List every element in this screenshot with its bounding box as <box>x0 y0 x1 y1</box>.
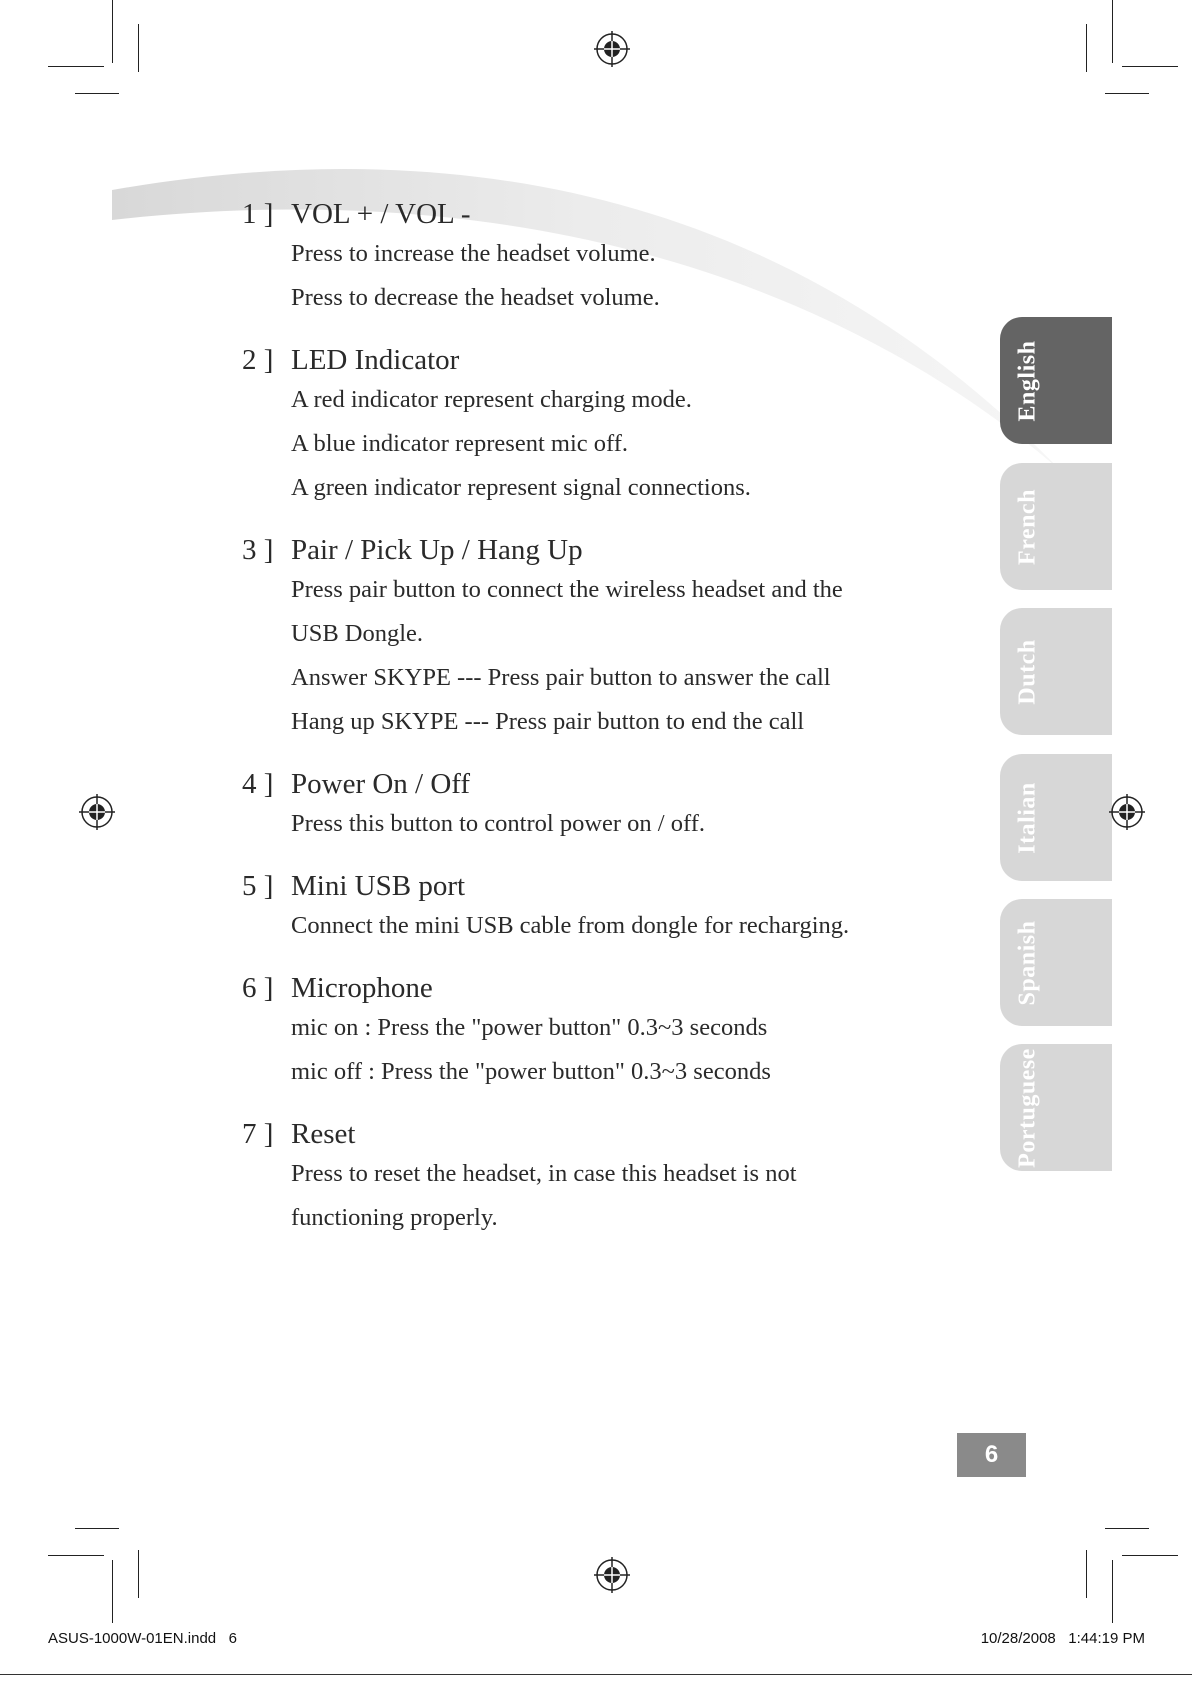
item-description: Press to reset the headset, in case this headset is not <box>291 1160 797 1187</box>
item-description: mic on : Press the "power button" 0.3~3 seconds <box>291 1014 768 1041</box>
item-title: Pair / Pick Up / Hang Up <box>291 534 583 566</box>
tab-label: Dutch <box>1014 638 1041 705</box>
list-item <box>242 766 942 846</box>
item-description: A red indicator represent charging mode. <box>291 386 692 413</box>
item-title: LED Indicator <box>291 344 460 376</box>
page-number: 6 <box>957 1433 1026 1477</box>
tab-spanish[interactable] <box>1000 899 1112 1026</box>
registration-mark-icon <box>594 31 630 67</box>
footer-file-name: ASUS-1000W-01EN.indd 6 <box>48 1630 237 1647</box>
tab-french[interactable] <box>1000 463 1112 590</box>
registration-mark-icon <box>594 1557 630 1593</box>
item-description: mic off : Press the "power button" 0.3~3 seconds <box>291 1058 771 1085</box>
list-item <box>242 532 942 744</box>
list-item <box>242 868 942 948</box>
item-title: Reset <box>291 1118 356 1150</box>
registration-mark-icon <box>79 794 115 830</box>
item-number: 1 ] <box>242 198 274 230</box>
tab-english[interactable] <box>1000 317 1112 444</box>
list-item <box>242 970 942 1094</box>
bottom-rule <box>0 1674 1192 1675</box>
item-number: 3 ] <box>242 534 274 566</box>
tab-italian[interactable] <box>1000 754 1112 881</box>
item-description: Press to increase the headset volume. <box>291 240 656 267</box>
list-item <box>242 1116 942 1240</box>
item-title: Microphone <box>291 972 433 1004</box>
item-description: functioning properly. <box>291 1204 498 1231</box>
list-item <box>242 342 942 510</box>
item-description: Hang up SKYPE --- Press pair button to end the call <box>291 708 805 735</box>
item-description: A green indicator represent signal connections. <box>291 474 751 501</box>
item-description: Connect the mini USB cable from dongle for recharging. <box>291 912 850 939</box>
footer-timestamp: 10/28/2008 1:44:19 PM <box>980 1630 1145 1647</box>
item-number: 5 ] <box>242 870 274 902</box>
tab-label: English <box>1014 340 1041 421</box>
item-title: VOL + / VOL - <box>291 198 471 230</box>
tab-label: Spanish <box>1014 920 1041 1005</box>
list-item <box>242 196 942 320</box>
item-number: 7 ] <box>242 1118 274 1150</box>
item-description: Answer SKYPE --- Press pair button to answer the call <box>291 664 831 691</box>
tab-portuguese[interactable] <box>1000 1044 1112 1171</box>
item-description: USB Dongle. <box>291 620 424 647</box>
registration-mark-icon <box>1109 794 1145 830</box>
item-description: Press to decrease the headset volume. <box>291 284 660 311</box>
tab-label: Italian <box>1014 781 1041 854</box>
item-description: Press pair button to connect the wireless headset and the <box>291 576 843 603</box>
item-number: 4 ] <box>242 768 274 800</box>
tab-label: Portuguese <box>1014 1047 1041 1168</box>
tab-label: French <box>1014 488 1041 565</box>
item-title: Mini USB port <box>291 870 466 902</box>
item-number: 2 ] <box>242 344 274 376</box>
tab-dutch[interactable] <box>1000 608 1112 735</box>
feature-list <box>242 196 942 1262</box>
item-description: Press this button to control power on / off. <box>291 810 705 837</box>
item-description: A blue indicator represent mic off. <box>291 430 628 457</box>
item-number: 6 ] <box>242 972 274 1004</box>
item-title: Power On / Off <box>291 768 471 800</box>
